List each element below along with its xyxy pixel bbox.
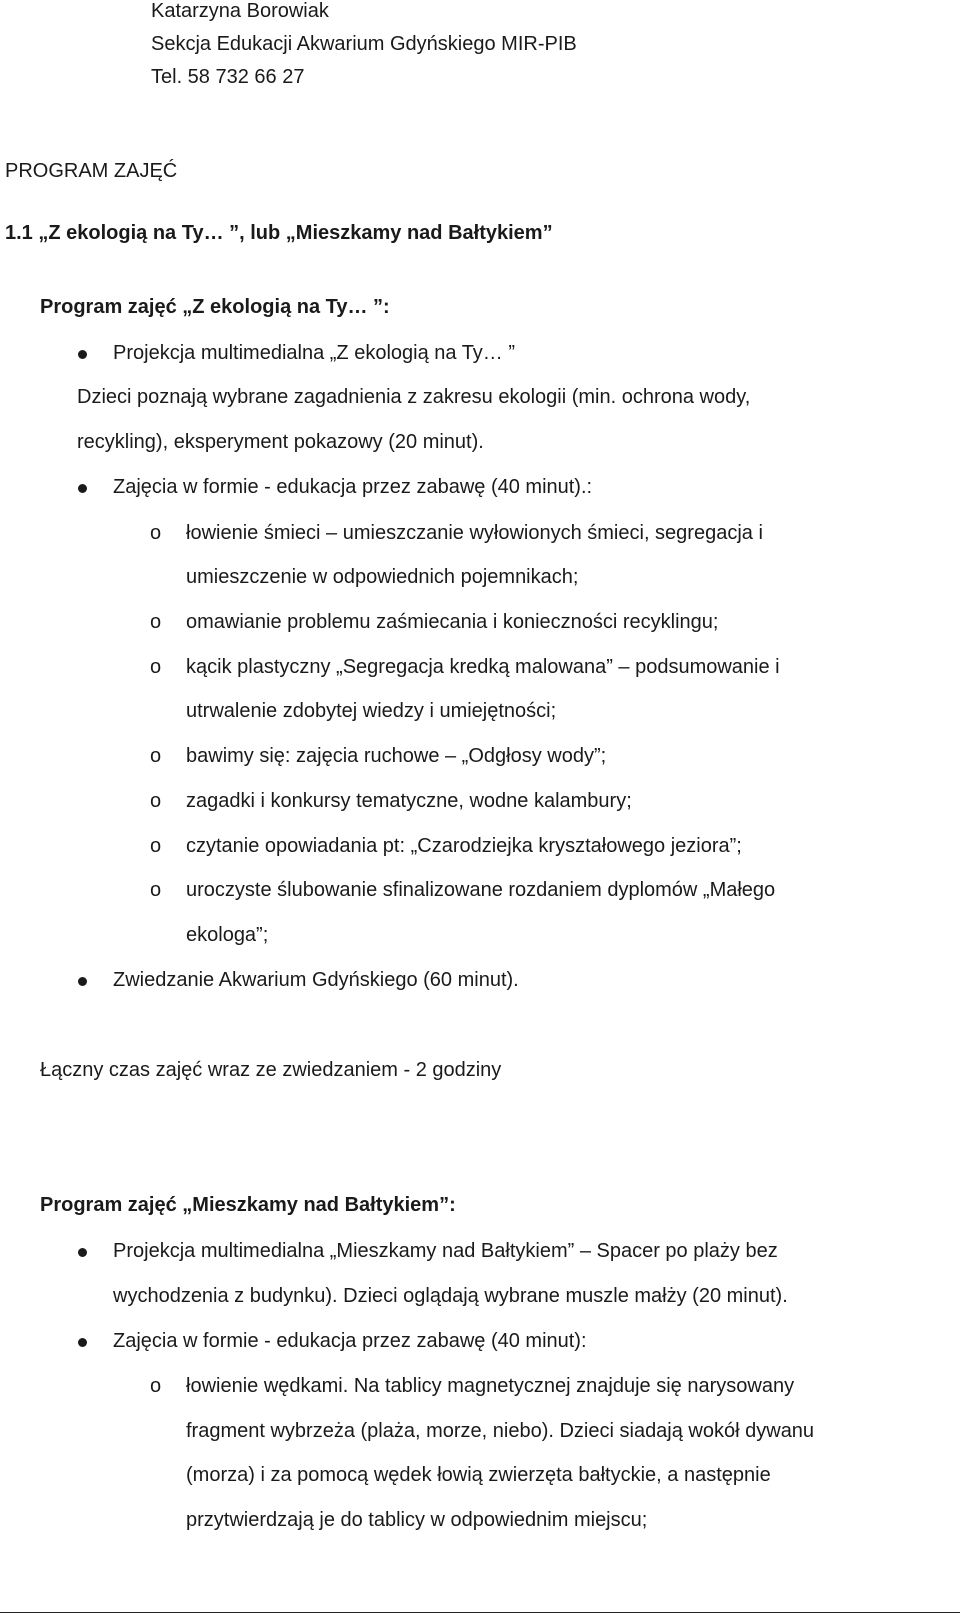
- total-time: Łączny czas zajęć wraz ze zwiedzaniem - 2 godziny: [40, 1059, 502, 1081]
- sub-item-1-line-2: umieszczenie w odpowiednich pojemnikach;: [186, 566, 579, 588]
- sub-item-3-line-2: utrwalenie zdobytej wiedzy i umiejętności;: [186, 700, 557, 722]
- program2-sub-line-1: łowienie wędkami. Na tablicy magnetycznej znajduje się narysowany: [186, 1375, 795, 1397]
- sub-marker: o: [150, 835, 162, 857]
- organization: Sekcja Edukacji Akwarium Gdyńskiego MIR-PIB: [151, 33, 577, 55]
- program1-item-projection: Projekcja multimedialna „Z ekologią na Ty… ”: [113, 342, 516, 364]
- sub-item-4: bawimy się: zajęcia ruchowe – „Odgłosy wody”;: [186, 745, 607, 767]
- page-title: PROGRAM ZAJĘĆ: [5, 160, 178, 182]
- bullet-icon: [78, 484, 87, 493]
- sub-item-2: omawianie problemu zaśmiecania i konieczności recyklingu;: [186, 611, 719, 633]
- sub-marker: o: [150, 522, 162, 544]
- sub-marker: o: [150, 656, 162, 678]
- sub-item-3-line-1: kącik plastyczny „Segregacja kredką malowana” – podsumowanie i: [186, 656, 780, 678]
- sub-item-7-line-2: ekologa”;: [186, 924, 269, 946]
- sub-item-7-line-1: uroczyste ślubowanie sfinalizowane rozdaniem dyplomów „Małego: [186, 879, 776, 901]
- sub-marker: o: [150, 1375, 162, 1397]
- author-name: Katarzyna Borowiak: [151, 0, 329, 22]
- program2-sub-line-4: przytwierdzają je do tablicy w odpowiednim miejscu;: [186, 1509, 648, 1531]
- program1-item-visit: Zwiedzanie Akwarium Gdyńskiego (60 minut).: [113, 969, 519, 991]
- program2-item-activities: Zajęcia w formie - edukacja przez zabawę (40 minut):: [113, 1330, 587, 1352]
- phone: Tel. 58 732 66 27: [151, 66, 305, 88]
- program2-heading: Program zajęć „Mieszkamy nad Bałtykiem”:: [40, 1194, 456, 1216]
- program1-projection-desc-2: recykling), eksperyment pokazowy (20 minut).: [77, 431, 484, 453]
- program1-item-activities: Zajęcia w formie - edukacja przez zabawę (40 minut).:: [113, 476, 593, 498]
- sub-item-6: czytanie opowiadania pt: „Czarodziejka kryształowego jeziora”;: [186, 835, 742, 857]
- program2-item-projection-line-2: wychodzenia z budynku). Dzieci oglądają wybrane muszle małży (20 minut).: [113, 1285, 788, 1307]
- program2-sub-line-3: (morza) i za pomocą wędek łowią zwierzęta bałtyckie, a następnie: [186, 1464, 771, 1486]
- section-heading: 1.1 „Z ekologią na Ty… ”, lub „Mieszkamy nad Bałtykiem”: [5, 222, 553, 244]
- program2-item-projection-line-1: Projekcja multimedialna „Mieszkamy nad Bałtykiem” – Spacer po plaży bez: [113, 1240, 778, 1262]
- bullet-icon: [78, 1338, 87, 1347]
- bullet-icon: [78, 350, 87, 359]
- sub-marker: o: [150, 611, 162, 633]
- sub-marker: o: [150, 745, 162, 767]
- sub-marker: o: [150, 790, 162, 812]
- bullet-icon: [78, 1248, 87, 1257]
- bullet-icon: [78, 977, 87, 986]
- program1-heading: Program zajęć „Z ekologią na Ty… ”:: [40, 296, 390, 318]
- sub-item-5: zagadki i konkursy tematyczne, wodne kalambury;: [186, 790, 632, 812]
- sub-item-1-line-1: łowienie śmieci – umieszczanie wyłowionych śmieci, segregacja i: [186, 522, 763, 544]
- program1-projection-desc-1: Dzieci poznają wybrane zagadnienia z zakresu ekologii (min. ochrona wody,: [77, 386, 751, 408]
- page-bottom-rule: [0, 1612, 960, 1613]
- program2-sub-line-2: fragment wybrzeża (plaża, morze, niebo). Dzieci siadają wokół dywanu: [186, 1420, 815, 1442]
- sub-marker: o: [150, 879, 162, 901]
